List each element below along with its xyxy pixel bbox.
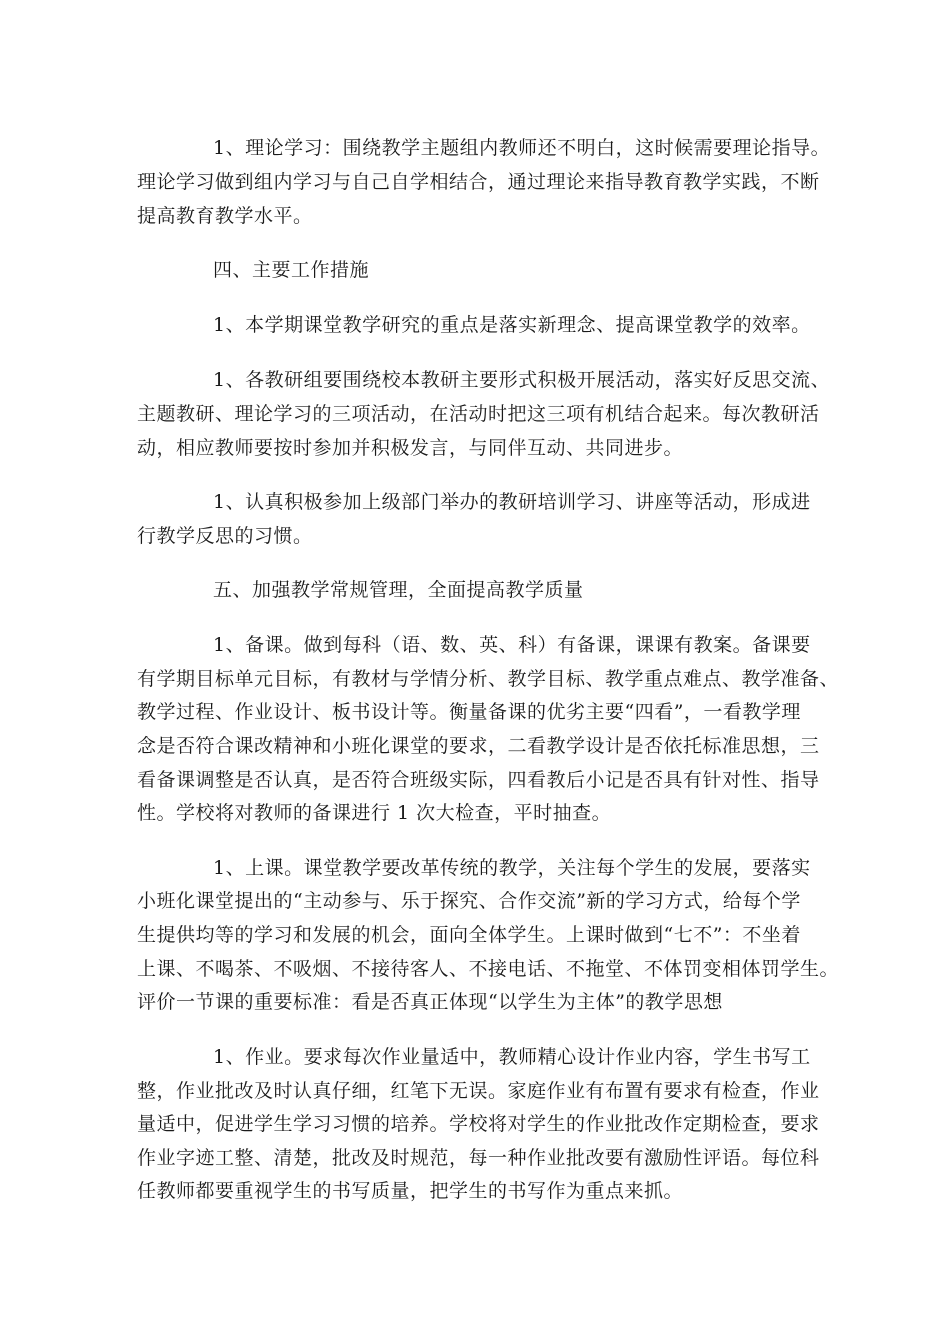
text-line: 1、备课。做到每科（语、数、英、科）有备课，课课有教案。备课要 xyxy=(213,634,811,656)
text-line: 有学期目标单元目标，有教材与学情分析、教学目标、教学重点难点、教学准备、 xyxy=(137,668,840,690)
text-line: 量适中，促进学生学习习惯的培养。学校将对学生的作业批改作定期检查，要求 xyxy=(137,1113,820,1135)
section-heading: 五、加强教学常规管理，全面提高教学质量 xyxy=(213,579,584,601)
text-line: 念是否符合课改精神和小班化课堂的要求，二看教学设计是否依托标准思想，三 xyxy=(137,735,820,757)
text-line: 1、作业。要求每次作业量适中，教师精心设计作业内容，学生书写工 xyxy=(213,1046,811,1068)
text-line: 整，作业批改及时认真仔细，红笔下无误。家庭作业有布置有要求有检查，作业 xyxy=(137,1080,820,1102)
text-line: 作业字迹工整、清楚，批改及时规范，每一种作业批改要有激励性评语。每位科 xyxy=(137,1147,820,1169)
text-line: 1、各教研组要围绕校本教研主要形式积极开展活动，落实好反思交流、 xyxy=(213,369,831,391)
text-line: 性。学校将对教师的备课进行 1 次大检查，平时抽查。 xyxy=(137,802,612,824)
text-line: 理论学习做到组内学习与自己自学相结合，通过理论来指导教育教学实践，不断 xyxy=(137,171,820,193)
text-line: 生提供均等的学习和发展的机会，面向全体学生。上课时做到“七不”：不坐着 xyxy=(137,924,801,946)
text-line: 行教学反思的习惯。 xyxy=(137,525,313,547)
text-line: 1、认真积极参加上级部门举办的教研培训学习、讲座等活动，形成进 xyxy=(213,491,811,513)
text-line: 1、上课。课堂教学要改革传统的教学，关注每个学生的发展，要落实 xyxy=(213,857,811,879)
text-line: 教学过程、作业设计、板书设计等。衡量备课的优劣主要“四看”，一看教学理 xyxy=(137,701,801,723)
text-line: 1、本学期课堂教学研究的重点是落实新理念、提高课堂教学的效率。 xyxy=(213,314,811,336)
text-line: 提高教育教学水平。 xyxy=(137,205,313,227)
text-line: 主题教研、理论学习的三项活动，在活动时把这三项有机结合起来。每次教研活 xyxy=(137,403,820,425)
text-line: 动，相应教师要按时参加并积极发言，与同伴互动、共同进步。 xyxy=(137,437,684,459)
section-heading: 四、主要工作措施 xyxy=(213,259,370,281)
text-line: 1、理论学习：围绕教学主题组内教师还不明白，这时候需要理论指导。 xyxy=(213,137,831,159)
text-line: 小班化课堂提出的“主动参与、乐于探究、合作交流”新的学习方式，给每个学 xyxy=(137,890,801,912)
text-line: 上课、不喝茶、不吸烟、不接待客人、不接电话、不拖堂、不体罚变相体罚学生。 xyxy=(137,958,840,980)
text-line: 任教师都要重视学生的书写质量，把学生的书写作为重点来抓。 xyxy=(137,1180,684,1202)
text-line: 看备课调整是否认真，是否符合班级实际，四看教后小记是否具有针对性、指导 xyxy=(137,769,820,791)
text-line: 评价一节课的重要标准：看是否真正体现“以学生为主体”的教学思想 xyxy=(137,991,723,1013)
